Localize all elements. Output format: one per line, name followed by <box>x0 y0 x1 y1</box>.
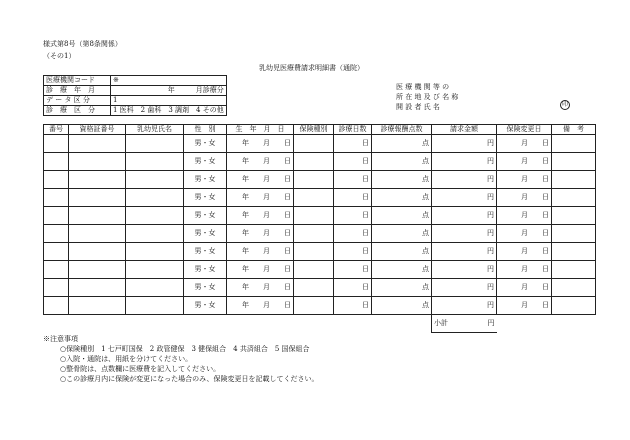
table-row <box>44 243 596 261</box>
col-header-remarks: 備 考 <box>552 125 596 135</box>
child-name-cell[interactable] <box>126 135 184 153</box>
cert-number-cell[interactable] <box>69 243 126 261</box>
insurance-type-cell[interactable] <box>294 243 334 261</box>
birthdate-cell[interactable]: 年 月 日 <box>227 225 294 243</box>
institution-code-label: 医療機関コード <box>44 76 111 86</box>
remarks-cell[interactable] <box>552 189 596 207</box>
birthdate-cell[interactable]: 年 月 日 <box>227 261 294 279</box>
table-row <box>44 297 596 315</box>
amount-cell[interactable]: 円 <box>432 171 497 189</box>
visit-days-cell[interactable]: 日 <box>334 153 372 171</box>
points-cell[interactable]: 点 <box>372 171 432 189</box>
gender-cell[interactable]: 男・女 <box>184 297 227 315</box>
child-name-cell[interactable] <box>126 297 184 315</box>
subtotal-amount-cell[interactable] <box>432 315 497 333</box>
points-cell[interactable]: 点 <box>372 297 432 315</box>
cert-number-cell[interactable] <box>69 189 126 207</box>
data-class-label: デ ー タ 区 分 <box>44 96 111 106</box>
subtotal-trailing-spacer <box>497 315 596 333</box>
col-header-gender: 性 別 <box>184 125 227 135</box>
gender-cell[interactable]: 男・女 <box>184 225 227 243</box>
amount-cell[interactable]: 円 <box>432 189 497 207</box>
child-name-cell[interactable] <box>126 261 184 279</box>
number-cell[interactable] <box>44 135 69 153</box>
gender-cell[interactable]: 男・女 <box>184 135 227 153</box>
cert-number-cell[interactable] <box>69 225 126 243</box>
institution-info-line2: 所 在 地 及 び 名 称 <box>396 93 459 101</box>
birthdate-cell[interactable]: 年 月 日 <box>227 135 294 153</box>
gender-cell[interactable]: 男・女 <box>184 279 227 297</box>
institution-info-line3: 開 設 者 氏 名 <box>396 103 440 111</box>
change-date-cell[interactable]: 月 日 <box>497 207 552 225</box>
change-date-cell[interactable]: 月 日 <box>497 297 552 315</box>
notes-title: ※注意事項 <box>43 335 78 343</box>
table-row <box>44 225 596 243</box>
amount-cell[interactable]: 円 <box>432 207 497 225</box>
change-date-cell[interactable]: 月 日 <box>497 135 552 153</box>
insurance-type-cell[interactable] <box>294 135 334 153</box>
year-month-label: 診 療 年 月 <box>44 86 111 96</box>
care-class-label: 診 療 区 分 <box>44 106 111 116</box>
amount-cell[interactable]: 円 <box>432 135 497 153</box>
year-month-field[interactable]: 年 月診療分 <box>111 86 227 96</box>
visit-days-cell[interactable]: 日 <box>334 189 372 207</box>
visit-days-cell[interactable]: 日 <box>334 297 372 315</box>
birthdate-cell[interactable]: 年 月 日 <box>227 189 294 207</box>
cert-number-cell[interactable] <box>69 279 126 297</box>
points-cell[interactable]: 点 <box>372 279 432 297</box>
change-date-cell[interactable]: 月 日 <box>497 189 552 207</box>
table-row <box>44 153 596 171</box>
gender-cell[interactable]: 男・女 <box>184 261 227 279</box>
visit-days-cell[interactable]: 日 <box>334 207 372 225</box>
gender-cell[interactable]: 男・女 <box>184 207 227 225</box>
visit-days-cell[interactable]: 日 <box>334 261 372 279</box>
header-info-box <box>43 75 227 116</box>
number-cell[interactable] <box>44 279 69 297</box>
col-header-number: 番号 <box>44 125 69 135</box>
child-name-cell[interactable] <box>126 279 184 297</box>
institution-code-mark: ※ <box>113 76 119 84</box>
subtotal-unit: 円 <box>487 319 495 327</box>
table-row <box>44 279 596 297</box>
visit-days-cell[interactable]: 日 <box>334 243 372 261</box>
remarks-cell[interactable] <box>552 153 596 171</box>
amount-cell[interactable]: 円 <box>432 279 497 297</box>
note-item: ○入院・通院は、用紙を分けてください。 <box>60 355 193 363</box>
data-class-field[interactable]: 1 <box>111 96 227 106</box>
remarks-cell[interactable] <box>552 261 596 279</box>
table-row <box>44 261 596 279</box>
number-cell[interactable] <box>44 153 69 171</box>
cert-number-cell[interactable] <box>69 261 126 279</box>
gender-cell[interactable]: 男・女 <box>184 243 227 261</box>
points-cell[interactable]: 点 <box>372 261 432 279</box>
subtotal-row <box>44 315 596 333</box>
points-cell[interactable]: 点 <box>372 207 432 225</box>
child-name-cell[interactable] <box>126 207 184 225</box>
col-header-visit-days: 診療日数 <box>334 125 372 135</box>
insurance-type-cell[interactable] <box>294 171 334 189</box>
insurance-type-cell[interactable] <box>294 225 334 243</box>
col-header-cert-number: 資格証番号 <box>69 125 126 135</box>
insurance-type-cell[interactable] <box>294 279 334 297</box>
insurance-type-cell[interactable] <box>294 261 334 279</box>
birthdate-cell[interactable]: 年 月 日 <box>227 243 294 261</box>
seal-mark: 印 <box>561 101 568 108</box>
note-item: ○保険種別 1 七戸町国保 2 政管健保 3 健保組合 4 共済組合 5 国保組合 <box>60 345 310 353</box>
child-name-cell[interactable] <box>126 189 184 207</box>
gender-cell[interactable]: 男・女 <box>184 189 227 207</box>
child-name-cell[interactable] <box>126 171 184 189</box>
insurance-type-cell[interactable] <box>294 189 334 207</box>
cert-number-cell[interactable] <box>69 297 126 315</box>
claim-table <box>43 124 596 333</box>
cert-number-cell[interactable] <box>69 153 126 171</box>
number-cell[interactable] <box>44 171 69 189</box>
col-header-birthdate: 生 年 月 日 <box>227 125 294 135</box>
points-cell[interactable]: 点 <box>372 225 432 243</box>
remarks-cell[interactable] <box>552 297 596 315</box>
birthdate-cell[interactable]: 年 月 日 <box>227 279 294 297</box>
care-class-field[interactable]: 1 医科 2 歯科 3 調剤 4 その他 <box>111 106 227 116</box>
number-cell[interactable] <box>44 225 69 243</box>
amount-cell[interactable]: 円 <box>432 297 497 315</box>
points-cell[interactable]: 点 <box>372 135 432 153</box>
subtotal-spacer <box>44 315 432 333</box>
note-item: ○この診療月内に保険が変更になった場合のみ、保険変更日を記載してください。 <box>60 375 319 383</box>
visit-days-cell[interactable]: 日 <box>334 135 372 153</box>
change-date-cell[interactable]: 月 日 <box>497 153 552 171</box>
remarks-cell[interactable] <box>552 135 596 153</box>
col-header-child-name: 乳幼児氏名 <box>126 125 184 135</box>
table-row <box>44 207 596 225</box>
col-header-points: 診療報酬点数 <box>372 125 432 135</box>
number-cell[interactable] <box>44 297 69 315</box>
page-title: 乳幼児医療費請求明細書（通院） <box>259 64 364 72</box>
change-date-cell[interactable]: 月 日 <box>497 171 552 189</box>
insurance-type-cell[interactable] <box>294 153 334 171</box>
insurance-type-cell[interactable] <box>294 207 334 225</box>
amount-cell[interactable]: 円 <box>432 225 497 243</box>
remarks-cell[interactable] <box>552 243 596 261</box>
note-item: ○整骨院は、点数欄に医療費を記入してください。 <box>60 365 221 373</box>
table-header-row <box>44 125 596 135</box>
col-header-amount: 請求金額 <box>432 125 497 135</box>
points-cell[interactable]: 点 <box>372 153 432 171</box>
insurance-type-cell[interactable] <box>294 297 334 315</box>
table-row <box>44 171 596 189</box>
child-name-cell[interactable] <box>126 153 184 171</box>
institution-code-field[interactable] <box>111 76 227 86</box>
cert-number-cell[interactable] <box>69 207 126 225</box>
visit-days-cell[interactable]: 日 <box>334 171 372 189</box>
remarks-cell[interactable] <box>552 207 596 225</box>
change-date-cell[interactable]: 月 日 <box>497 279 552 297</box>
amount-cell[interactable]: 円 <box>432 243 497 261</box>
cert-number-cell[interactable] <box>69 135 126 153</box>
gender-cell[interactable]: 男・女 <box>184 153 227 171</box>
col-header-change-date: 保険変更日 <box>497 125 552 135</box>
amount-cell[interactable]: 円 <box>432 261 497 279</box>
col-header-insurance-type: 保険種別 <box>294 125 334 135</box>
form-part: （その1） <box>43 52 76 60</box>
number-cell[interactable] <box>44 207 69 225</box>
institution-info-line1: 医 療 機 関 等 の <box>396 83 450 91</box>
remarks-cell[interactable] <box>552 171 596 189</box>
form-number: 様式第8号（第8条関係） <box>43 40 122 48</box>
number-cell[interactable] <box>44 189 69 207</box>
cert-number-cell[interactable] <box>69 171 126 189</box>
change-date-cell[interactable]: 月 日 <box>497 261 552 279</box>
points-cell[interactable]: 点 <box>372 189 432 207</box>
table-row <box>44 135 596 153</box>
points-cell[interactable]: 点 <box>372 243 432 261</box>
birthdate-cell[interactable]: 年 月 日 <box>227 153 294 171</box>
birthdate-cell[interactable]: 年 月 日 <box>227 297 294 315</box>
change-date-cell[interactable]: 月 日 <box>497 225 552 243</box>
number-cell[interactable] <box>44 243 69 261</box>
subtotal-label-text: 小計 <box>434 319 448 327</box>
birthdate-cell[interactable]: 年 月 日 <box>227 207 294 225</box>
number-cell[interactable] <box>44 261 69 279</box>
remarks-cell[interactable] <box>552 279 596 297</box>
visit-days-cell[interactable]: 日 <box>334 225 372 243</box>
table-row <box>44 189 596 207</box>
amount-cell[interactable]: 円 <box>432 153 497 171</box>
child-name-cell[interactable] <box>126 243 184 261</box>
birthdate-cell[interactable]: 年 月 日 <box>227 171 294 189</box>
remarks-cell[interactable] <box>552 225 596 243</box>
gender-cell[interactable]: 男・女 <box>184 171 227 189</box>
child-name-cell[interactable] <box>126 225 184 243</box>
change-date-cell[interactable]: 月 日 <box>497 243 552 261</box>
visit-days-cell[interactable]: 日 <box>334 279 372 297</box>
